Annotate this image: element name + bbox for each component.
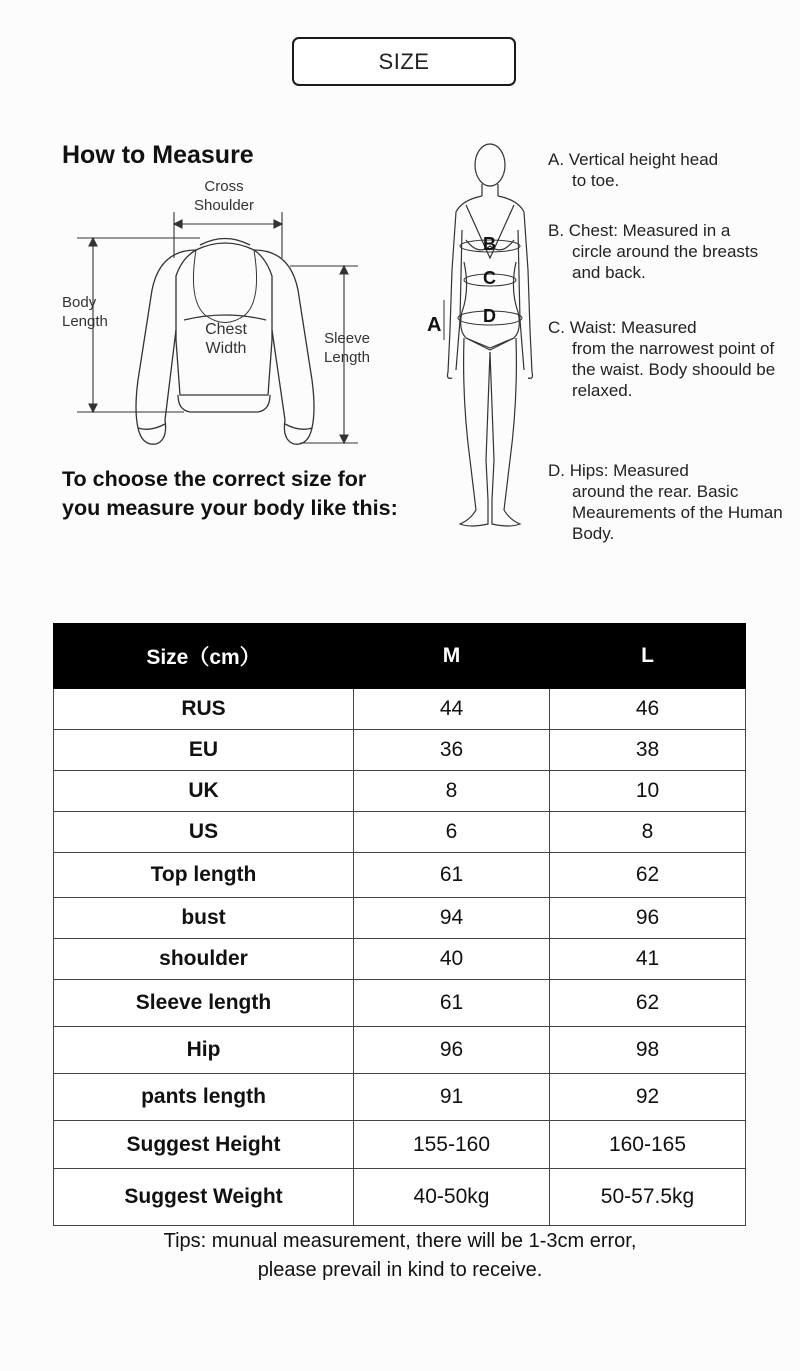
cell-m: 6 (354, 812, 550, 853)
table-row (54, 980, 746, 1027)
table-row (54, 812, 746, 853)
cell-l: 96 (550, 898, 746, 939)
cross-shoulder-label: Cross Shoulder (193, 178, 255, 214)
row-label: Top length (54, 853, 354, 898)
row-label: US (54, 812, 354, 853)
cell-m: 155-160 (354, 1121, 550, 1169)
cell-l: 41 (550, 939, 746, 980)
table-row (54, 1074, 746, 1121)
cell-l: 50-57.5kg (550, 1169, 746, 1226)
body-figure-icon (448, 144, 533, 526)
row-label: pants length (54, 1074, 354, 1121)
cell-m: 36 (354, 730, 550, 771)
row-label: RUS (54, 689, 354, 730)
note-waist: C. Waist: Measured from the narrowest point of the waist. Body shoould be relaxed. (548, 318, 776, 400)
row-label: Hip (54, 1027, 354, 1074)
cell-m: 61 (354, 980, 550, 1027)
table-row (54, 1027, 746, 1074)
cell-m: 40 (354, 939, 550, 980)
cell-l: 62 (550, 980, 746, 1027)
header-size-l: L (550, 624, 746, 689)
row-label: Sleeve length (54, 980, 354, 1027)
cell-m: 94 (354, 898, 550, 939)
table-row (54, 771, 746, 812)
row-label: UK (54, 771, 354, 812)
cell-l: 160-165 (550, 1121, 746, 1169)
body-letter-d: D (483, 306, 496, 326)
row-label: bust (54, 898, 354, 939)
cell-m: 40-50kg (354, 1169, 550, 1226)
choose-size-instructions: To choose the correct size for you measure your body like this: (62, 467, 398, 520)
size-header-label: SIZE (378, 48, 430, 74)
cell-l: 38 (550, 730, 746, 771)
sleeve-length-label: Sleeve Length (324, 330, 370, 366)
table-row (54, 853, 746, 898)
cell-m: 8 (354, 771, 550, 812)
note-hips: D. Hips: Measured around the rear. Basic Meaurements of the Human Body. (548, 461, 783, 543)
header-size-m: M (354, 624, 550, 689)
table-row (54, 689, 746, 730)
note-chest: B. Chest: Measured in a circle around the breasts and back. (548, 221, 759, 282)
note-vertical-height: A. Vertical height head to toe. (548, 150, 719, 190)
cell-l: 8 (550, 812, 746, 853)
cell-l: 92 (550, 1074, 746, 1121)
header-size-cm: Size（cm） (54, 624, 354, 689)
measurement-tips: Tips: munual measurement, there will be 1-3cm error, please prevail in kind to receive. (163, 1230, 637, 1281)
body-letter-b: B (483, 234, 496, 254)
table-row (54, 730, 746, 771)
cell-m: 91 (354, 1074, 550, 1121)
cell-m: 44 (354, 689, 550, 730)
table-row (54, 1121, 746, 1169)
cell-m: 61 (354, 853, 550, 898)
cell-l: 10 (550, 771, 746, 812)
how-to-measure-title: How to Measure (62, 141, 254, 169)
cell-l: 46 (550, 689, 746, 730)
cell-l: 62 (550, 853, 746, 898)
size-chart-table (53, 623, 746, 1226)
row-label: Suggest Height (54, 1121, 354, 1169)
cell-l: 98 (550, 1027, 746, 1074)
table-row (54, 898, 746, 939)
chest-width-label: Chest Width (205, 321, 247, 357)
row-label: EU (54, 730, 354, 771)
body-letter-a: A (427, 314, 442, 336)
table-header-row (54, 624, 746, 689)
table-row (54, 1169, 746, 1226)
body-length-label: Body Length (62, 294, 108, 330)
row-label: Suggest Weight (54, 1169, 354, 1226)
body-letter-c: C (483, 268, 496, 288)
table-row (54, 939, 746, 980)
cell-m: 96 (354, 1027, 550, 1074)
row-label: shoulder (54, 939, 354, 980)
